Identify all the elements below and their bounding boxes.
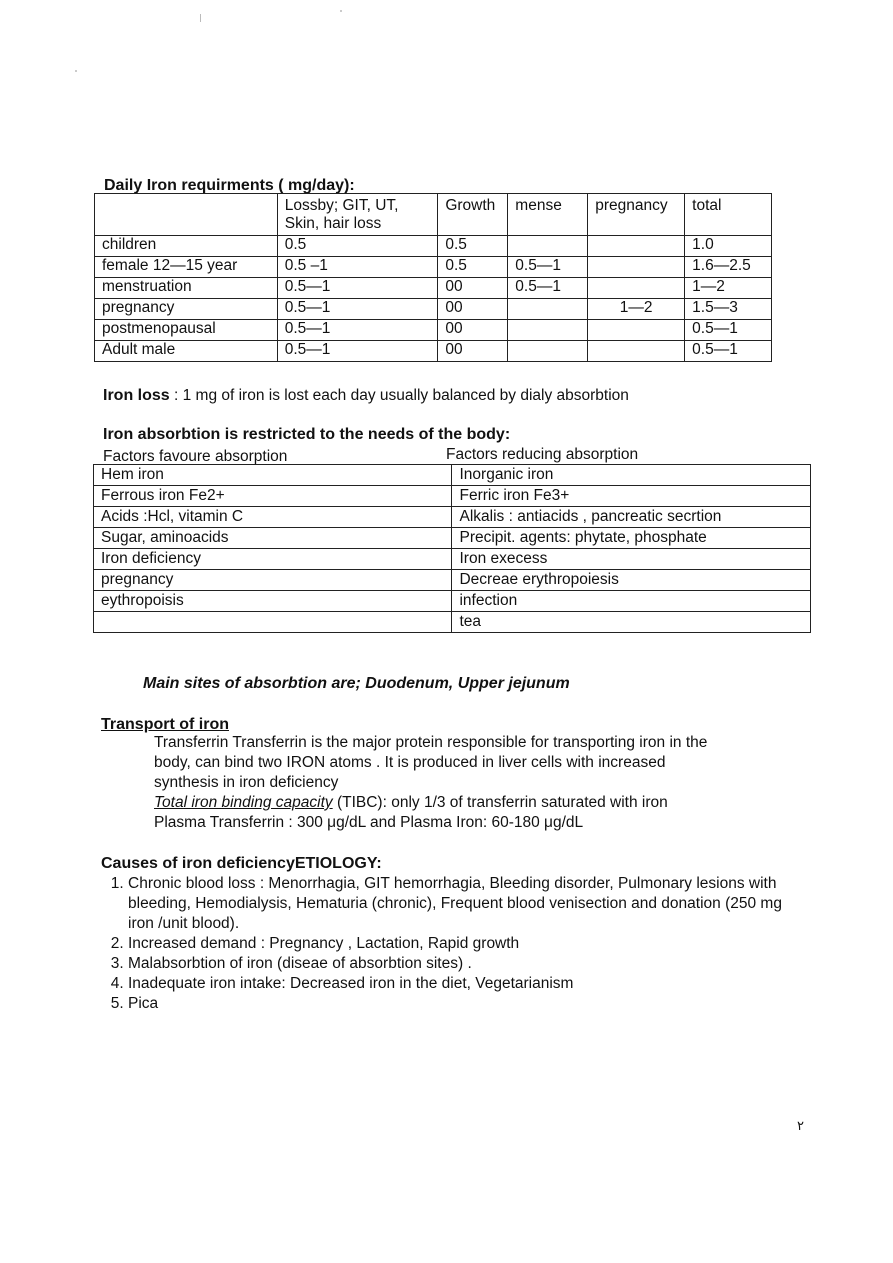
table-row [94, 465, 811, 486]
table-cell [508, 341, 588, 362]
transport-line: Transferrin Transferrin is the major protein responsible for transporting iron in the [154, 734, 708, 751]
table-cell: 1.5—3 [685, 299, 772, 320]
table-cell: Ferric iron Fe3+ [452, 486, 811, 507]
causes-list [101, 874, 801, 1014]
table-row [94, 528, 811, 549]
plasma-line: Plasma Transferrin : 300 μg/dL and Plasma Iron: 60-180 μg/dL [154, 814, 584, 831]
table-cell: 0.5—1 [685, 341, 772, 362]
table-cell: children [95, 236, 278, 257]
tibc-label: Total iron binding capacity [154, 794, 333, 811]
table-cell: 0.5 –1 [277, 257, 438, 278]
table-cell [588, 341, 685, 362]
absorption-title: Iron absorbtion is restricted to the needs of the body: [103, 426, 511, 443]
list-item: 5. Pica [128, 994, 801, 1014]
table-cell: 1.0 [685, 236, 772, 257]
table-cell: 0.5 [438, 236, 508, 257]
table-cell: menstruation [95, 278, 278, 299]
table-cell: 00 [438, 278, 508, 299]
iron-loss-label: Iron loss [103, 387, 170, 404]
table-row [94, 612, 811, 633]
table-cell [588, 278, 685, 299]
table-row [94, 549, 811, 570]
table-cell: Iron deficiency [94, 549, 452, 570]
tibc-text: (TIBC): only 1/3 of transferrin saturated with iron [332, 794, 668, 811]
table-cell [588, 257, 685, 278]
table-row [95, 341, 772, 362]
absorption-table [93, 464, 811, 633]
list-item: 1. Chronic blood loss : Menorrhagia, GIT hemorrhagia, Bleeding disorder, Pulmonary lesions with bleeding, Hemodialysis, Hematuria (chronic), Frequent blood venisection and donation (250 mg iron /unit blood). [128, 874, 801, 934]
header-cell: mense [508, 194, 588, 236]
table-cell: 0.5—1 [277, 341, 438, 362]
table-cell: Decreae erythropoiesis [452, 570, 811, 591]
transport-line: body, can bind two IRON atoms . It is produced in liver cells with increased [154, 754, 666, 771]
table-cell: Adult male [95, 341, 278, 362]
header-cell [95, 194, 278, 236]
scan-speck [75, 70, 77, 72]
table-cell: pregnancy [95, 299, 278, 320]
transport-title: Transport of iron [101, 716, 229, 733]
table-row [94, 507, 811, 528]
table-cell: 0.5—1 [277, 320, 438, 341]
table-cell: tea [452, 612, 811, 633]
table-header-row [95, 194, 772, 236]
table-cell: Acids :Hcl, vitamin C [94, 507, 452, 528]
table-cell: 0.5 [438, 257, 508, 278]
table-cell: postmenopausal [95, 320, 278, 341]
table-cell: Iron execess [452, 549, 811, 570]
iron-loss-text: : 1 mg of iron is lost each day usually balanced by dialy absorbtion [169, 387, 629, 404]
table-cell: pregnancy [94, 570, 452, 591]
table-cell: female 12—15 year [95, 257, 278, 278]
table-cell [588, 320, 685, 341]
table-cell: 00 [438, 341, 508, 362]
transport-line: synthesis in iron deficiency [154, 774, 339, 791]
table-cell: 0.5—1 [508, 278, 588, 299]
table-cell: 1—2 [588, 299, 685, 320]
table-cell: Ferrous iron Fe2+ [94, 486, 452, 507]
table-cell: 0.5—1 [277, 299, 438, 320]
table-cell: 0.5—1 [685, 320, 772, 341]
daily-iron-title: Daily Iron requirments ( mg/day): [104, 177, 355, 194]
table-cell [94, 612, 452, 633]
list-item: 3. Malabsorbtion of iron (diseae of absorbtion sites) . [128, 954, 801, 974]
table-cell: infection [452, 591, 811, 612]
table-cell: Precipit. agents: phytate, phosphate [452, 528, 811, 549]
table-cell: Alkalis : antiacids , pancreatic secrtion [452, 507, 811, 528]
table-cell: Inorganic iron [452, 465, 811, 486]
table-cell: 0.5 [277, 236, 438, 257]
table-cell: Hem iron [94, 465, 452, 486]
table-row [95, 278, 772, 299]
table-cell: eythropoisis [94, 591, 452, 612]
table-row [94, 591, 811, 612]
table-cell [508, 299, 588, 320]
table-cell [508, 320, 588, 341]
tibc-line [154, 793, 834, 813]
daily-iron-table [94, 193, 772, 362]
header-cell: pregnancy [588, 194, 685, 236]
scan-speck [340, 10, 342, 12]
header-cell: Lossby; GIT, UT, Skin, hair loss [277, 194, 438, 236]
header-cell: Growth [438, 194, 508, 236]
iron-loss-line [103, 386, 629, 406]
list-item: 4. Inadequate iron intake: Decreased iron in the diet, Vegetarianism [128, 974, 801, 994]
table-cell [508, 236, 588, 257]
reduce-header: Factors reducing absorption [446, 446, 639, 463]
table-cell: 1.6—2.5 [685, 257, 772, 278]
transport-body [154, 733, 834, 833]
causes-title: Causes of iron deficiencyETIOLOGY: [101, 855, 382, 872]
scan-speck [200, 14, 201, 22]
table-cell: 0.5—1 [277, 278, 438, 299]
table-cell: 0.5—1 [508, 257, 588, 278]
causes-list-wrap [101, 874, 801, 1014]
table-row [95, 320, 772, 341]
table-row [94, 486, 811, 507]
table-cell: 00 [438, 299, 508, 320]
table-row [95, 257, 772, 278]
table-row [95, 236, 772, 257]
favour-header: Factors favoure absorption [103, 448, 288, 465]
table-row [95, 299, 772, 320]
header-cell: total [685, 194, 772, 236]
table-cell [588, 236, 685, 257]
main-sites-line: Main sites of absorbtion are; Duodenum, Upper jejunum [143, 675, 570, 692]
table-cell: 1—2 [685, 278, 772, 299]
table-cell: 00 [438, 320, 508, 341]
table-cell: Sugar, aminoacids [94, 528, 452, 549]
table-row [94, 570, 811, 591]
page-number: ٢ [797, 1118, 804, 1133]
list-item: 2. Increased demand : Pregnancy , Lactation, Rapid growth [128, 934, 801, 954]
